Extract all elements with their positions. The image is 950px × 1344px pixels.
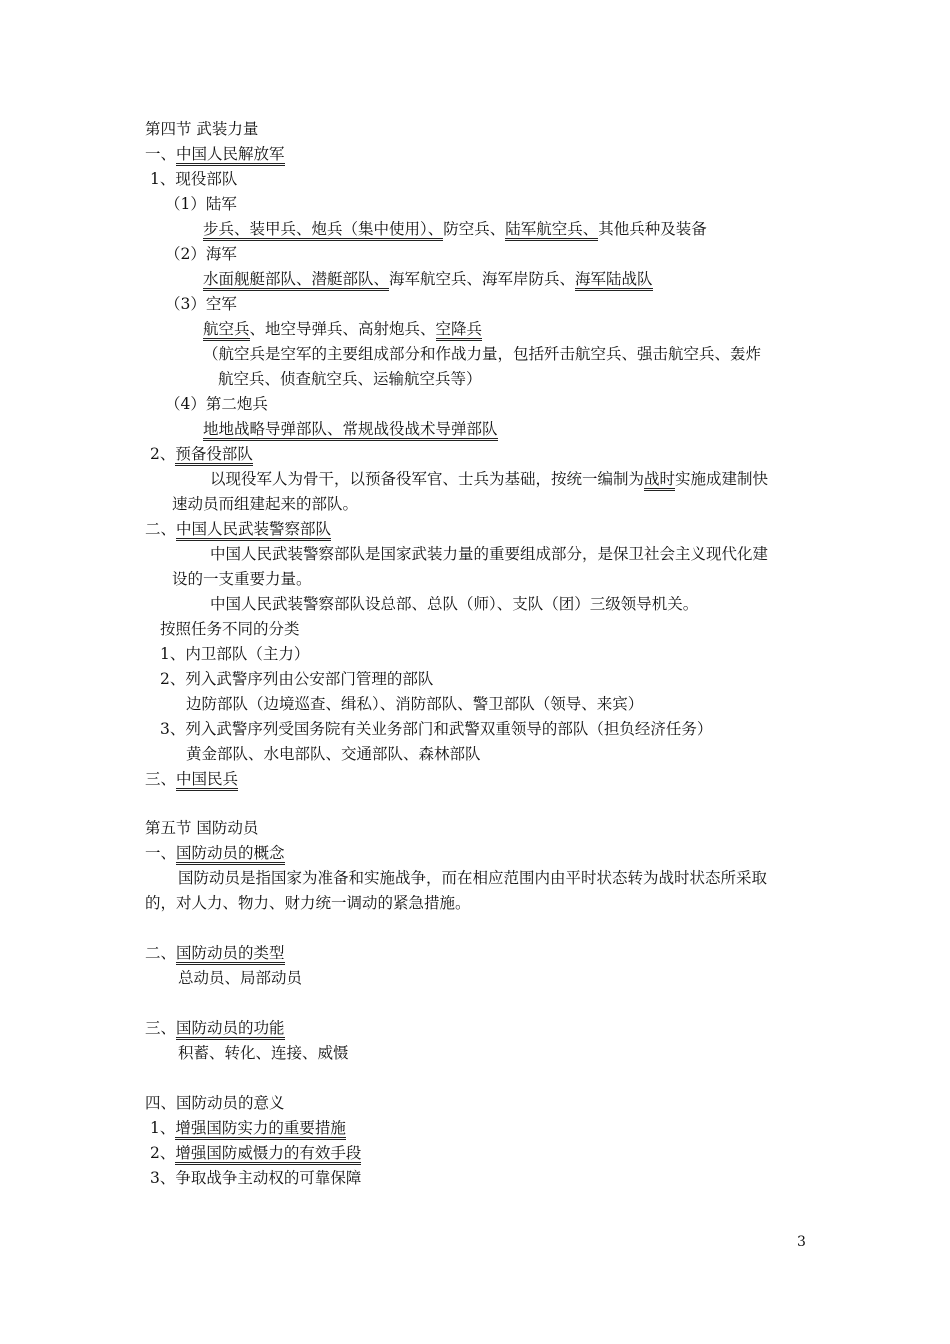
subheading-num: 2、 bbox=[150, 445, 176, 463]
heading-text: 中国人民解放军 bbox=[176, 145, 285, 166]
navy-items bbox=[203, 269, 653, 289]
page-number: 3 bbox=[797, 1234, 806, 1250]
reserve-desc-line-1 bbox=[210, 469, 768, 489]
significance-item-1 bbox=[150, 1118, 346, 1138]
pap-desc-line-2: 设的一支重要力量。 bbox=[172, 570, 312, 588]
concept-line-2: 的，对人力、物力、财力统一调动的紧急措施。 bbox=[145, 894, 471, 912]
heading-num: 二、 bbox=[145, 944, 177, 962]
heading-text: 国防动员的功能 bbox=[176, 1019, 285, 1040]
air-label: （3）空军 bbox=[165, 295, 237, 313]
heading-militia bbox=[145, 769, 238, 789]
pap-desc-line-1: 中国人民武装警察部队是国家武装力量的重要组成部分，是保卫社会主义现代化建 bbox=[210, 545, 769, 563]
concept-line-1: 国防动员是指国家为准备和实施战争，而在相应范围内由平时状态转为战时状态所采取 bbox=[178, 869, 768, 887]
classify-item-3: 3、列入武警序列受国务院有关业务部门和武警双重领导的部队（担负经济任务） bbox=[160, 720, 713, 738]
heading-num: 一、 bbox=[145, 145, 177, 163]
heading-num: 二、 bbox=[145, 520, 177, 538]
army-item: 防空兵、 bbox=[443, 220, 506, 238]
classify-item-2-detail: 边防部队（边境巡查、缉私）、消防部队、警卫部队（领导、来宾） bbox=[186, 695, 644, 713]
classify-item-3-detail: 黄金部队、水电部队、交通部队、森林部队 bbox=[186, 745, 481, 763]
air-items bbox=[203, 319, 482, 339]
air-item-underlined: 空降兵 bbox=[436, 320, 483, 341]
section-5-title: 第五节 国防动员 bbox=[145, 819, 259, 837]
heading-text: 国防动员的类型 bbox=[176, 944, 285, 965]
subheading-active-duty: 1、现役部队 bbox=[150, 170, 238, 188]
classify-heading: 按照任务不同的分类 bbox=[160, 620, 300, 638]
rocket-items bbox=[203, 419, 498, 439]
reserve-text: 实施成建制快 bbox=[675, 470, 769, 488]
navy-item: 海军航空兵、海军岸防兵、 bbox=[389, 270, 576, 288]
rocket-item-underlined: 地地战略导弹部队、常规战役战术导弹部队 bbox=[203, 420, 498, 441]
heading-num: 一、 bbox=[145, 844, 177, 862]
subheading-text: 预备役部队 bbox=[175, 445, 253, 466]
significance-item-3: 3、争取战争主动权的可靠保障 bbox=[150, 1169, 362, 1187]
heading-concept bbox=[145, 843, 285, 863]
item-text: 增强国防威慑力的有效手段 bbox=[175, 1144, 361, 1165]
significance-item-2 bbox=[150, 1143, 361, 1163]
army-label: （1）陆军 bbox=[165, 195, 237, 213]
heading-num: 三、 bbox=[145, 770, 177, 788]
air-note-line-2: 航空兵、侦查航空兵、运输航空兵等） bbox=[218, 370, 482, 388]
heading-functions bbox=[145, 1018, 285, 1038]
heading-text: 中国民兵 bbox=[176, 770, 238, 791]
heading-num: 三、 bbox=[145, 1019, 177, 1037]
navy-item-underlined: 海军陆战队 bbox=[575, 270, 653, 291]
heading-text: 国防动员的概念 bbox=[176, 844, 285, 865]
reserve-text: 以现役军人为骨干，以预备役军官、士兵为基础，按统一编制为 bbox=[210, 470, 645, 488]
subheading-reserve bbox=[150, 444, 253, 464]
item-text: 增强国防实力的重要措施 bbox=[175, 1119, 346, 1140]
army-items bbox=[203, 219, 707, 239]
item-num: 1、 bbox=[150, 1119, 176, 1137]
types-content: 总动员、局部动员 bbox=[178, 969, 303, 987]
heading-significance: 四、国防动员的意义 bbox=[145, 1094, 285, 1112]
reserve-desc-line-2: 速动员而组建起来的部队。 bbox=[172, 495, 359, 513]
classify-item-2: 2、列入武警序列由公安部门管理的部队 bbox=[160, 670, 434, 688]
army-item-underlined: 陆军航空兵、 bbox=[505, 220, 598, 241]
heading-types bbox=[145, 943, 285, 963]
navy-item-underlined: 水面舰艇部队、潜艇部队、 bbox=[203, 270, 389, 291]
item-num: 2、 bbox=[150, 1144, 176, 1162]
heading-text: 中国人民武装警察部队 bbox=[176, 520, 331, 541]
classify-item-1: 1、内卫部队（主力） bbox=[160, 645, 310, 663]
heading-pap bbox=[145, 519, 331, 539]
rocket-label: （4）第二炮兵 bbox=[165, 395, 268, 413]
army-item: 其他兵种及装备 bbox=[598, 220, 707, 238]
pap-desc-line-3: 中国人民武装警察部队设总部、总队（师）、支队（团）三级领导机关。 bbox=[210, 595, 699, 613]
navy-label: （2）海军 bbox=[165, 245, 237, 263]
section-4-title: 第四节 武装力量 bbox=[145, 120, 259, 138]
reserve-text-underlined: 战时 bbox=[644, 470, 675, 491]
functions-content: 积蓄、转化、连接、威慑 bbox=[178, 1044, 349, 1062]
air-item: 、地空导弹兵、高射炮兵、 bbox=[249, 320, 436, 338]
army-item-underlined: 步兵、装甲兵、炮兵（集中使用）、 bbox=[203, 220, 443, 241]
heading-pla bbox=[145, 144, 285, 164]
air-note-line-1: （航空兵是空军的主要组成部分和作战力量，包括歼击航空兵、强击航空兵、轰炸 bbox=[203, 345, 762, 363]
air-item-underlined: 航空兵 bbox=[203, 320, 250, 341]
